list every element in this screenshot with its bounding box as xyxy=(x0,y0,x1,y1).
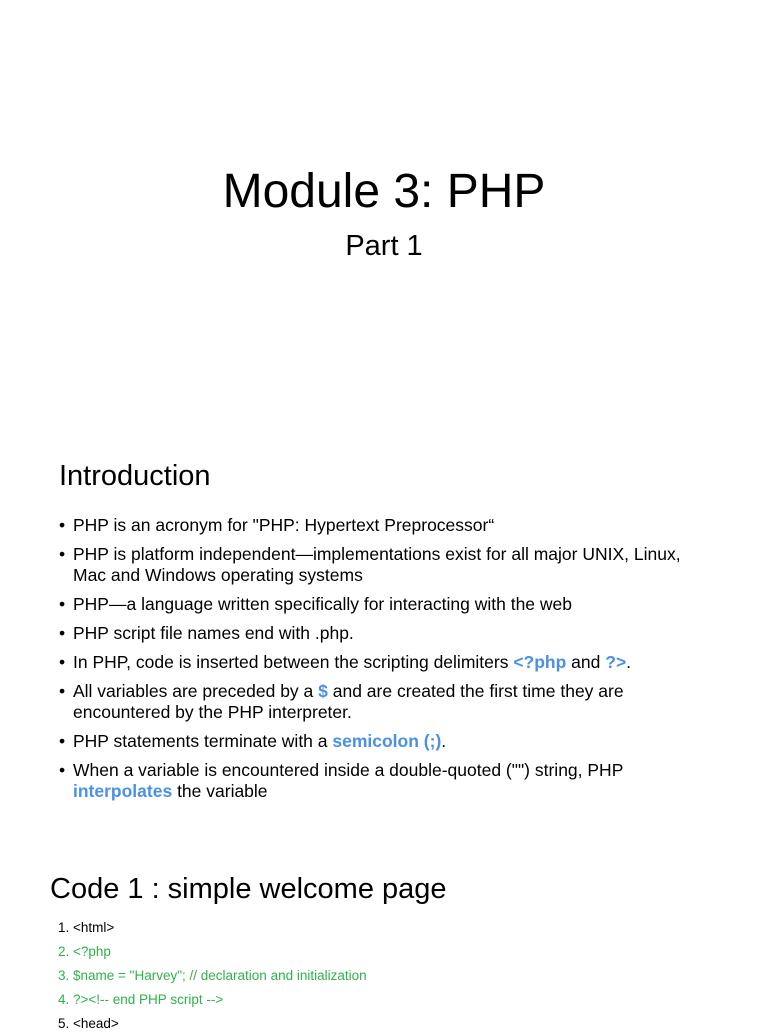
bullet-text xyxy=(73,760,623,801)
bullet-text xyxy=(73,731,446,751)
code-section-heading: Code 1 : simple welcome page xyxy=(50,873,447,905)
introduction-heading: Introduction xyxy=(59,460,211,492)
bullet-text-segment: When a variable is encountered inside a double-quoted ("") string, PHP xyxy=(73,760,624,780)
bullet-icon: • xyxy=(59,681,66,701)
bullet-text xyxy=(73,681,624,722)
bullet-item-language xyxy=(59,594,699,615)
bullet-icon: • xyxy=(59,623,66,643)
open-delimiter-highlight: <?php xyxy=(513,652,567,672)
bullet-text-segment: and are created the first time they are encountered by the PHP interpreter. xyxy=(73,681,624,722)
bullet-text-segment: the variable xyxy=(172,781,268,801)
bullet-text-segment: and xyxy=(566,652,606,672)
introduction-bullet-list xyxy=(59,515,699,810)
bullet-text-segment: . xyxy=(441,731,447,751)
bullet-text-segment: PHP statements terminate with a xyxy=(73,731,333,751)
bullet-text: PHP is an acronym for "PHP: Hypertext Preprocessor“ xyxy=(73,515,495,535)
close-delimiter-highlight: ?> xyxy=(605,652,627,672)
bullet-icon: • xyxy=(59,731,66,751)
code-line: 4. ?><!-- end PHP script --> xyxy=(58,992,224,1007)
bullet-item-platform xyxy=(59,544,699,586)
bullet-text: PHP script file names end with .php. xyxy=(73,623,354,643)
slide-subtitle: Part 1 xyxy=(345,230,423,262)
semicolon-highlight: semicolon (;) xyxy=(332,731,442,751)
bullet-text: PHP—a language written specifically for interacting with the web xyxy=(73,594,572,614)
code-line: 5. <head> xyxy=(58,1016,119,1031)
bullet-item-semicolon xyxy=(59,731,699,752)
bullet-icon: • xyxy=(59,515,66,535)
bullet-text-segment: All variables are preceded by a xyxy=(73,681,319,701)
bullet-icon: • xyxy=(59,594,66,614)
code-line: 2. <?php xyxy=(58,944,111,959)
code-listing xyxy=(58,916,367,1036)
interpolates-highlight: interpolates xyxy=(73,781,173,801)
bullet-text-segment: In PHP, code is inserted between the scripting delimiters xyxy=(73,652,514,672)
bullet-item-variables xyxy=(59,681,699,723)
bullet-item-delimiters xyxy=(59,652,699,673)
bullet-icon: • xyxy=(59,544,66,564)
bullet-item-file-extension xyxy=(59,623,699,644)
bullet-icon: • xyxy=(59,760,66,780)
bullet-item-acronym xyxy=(59,515,699,536)
code-line: 3. $name = "Harvey"; // declaration and initialization xyxy=(58,968,367,983)
bullet-text-segment: . xyxy=(626,652,632,672)
slide-title: Module 3: PHP xyxy=(222,165,546,218)
code-line: 1. <html> xyxy=(58,920,115,935)
bullet-text xyxy=(73,652,631,672)
dollar-sign-highlight: $ xyxy=(318,681,328,701)
bullet-icon: • xyxy=(59,652,66,672)
bullet-item-interpolation xyxy=(59,760,699,802)
bullet-text: PHP is platform independent—implementations exist for all major UNIX, Linux, Mac and Windows operating systems xyxy=(73,544,681,585)
